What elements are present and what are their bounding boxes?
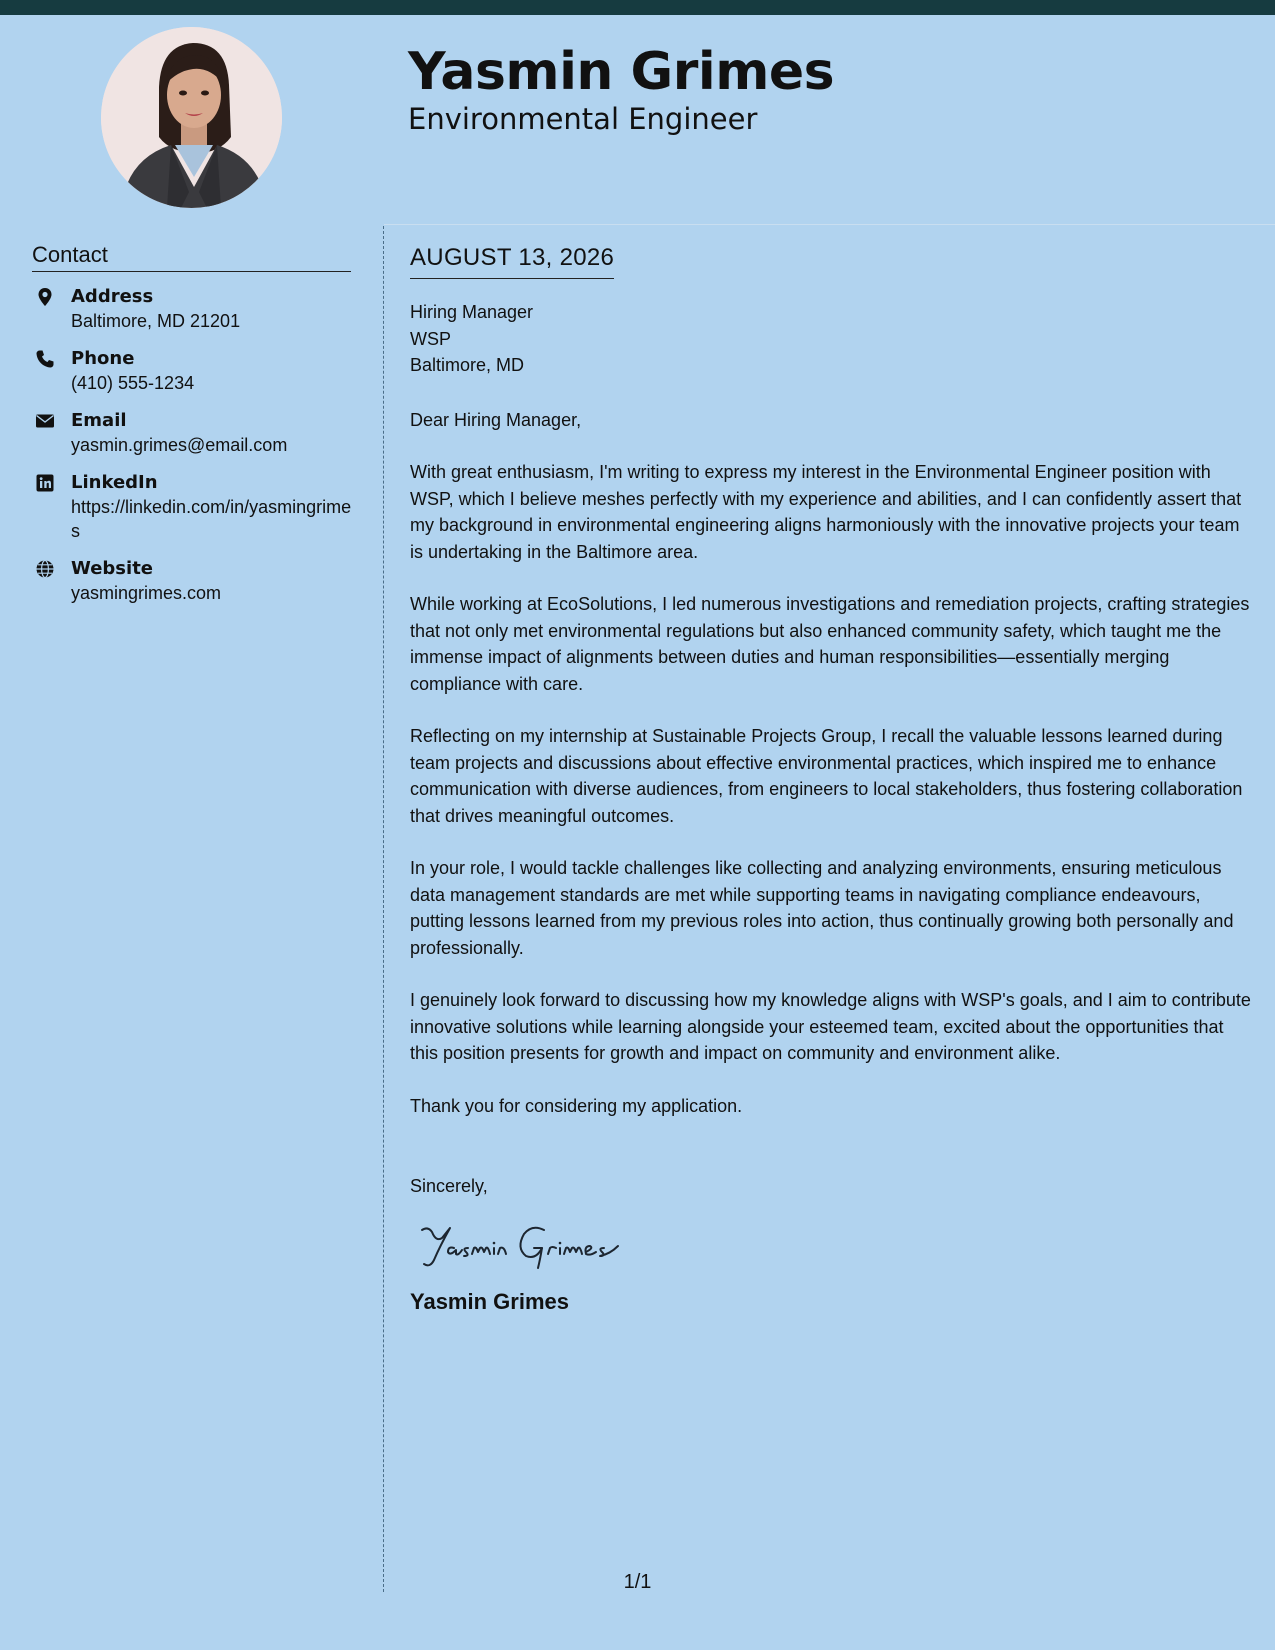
map-pin-icon bbox=[35, 287, 55, 307]
contact-label: LinkedIn bbox=[71, 472, 158, 493]
candidate-name: Yasmin Grimes bbox=[408, 42, 835, 102]
phone-icon bbox=[35, 349, 55, 369]
contact-label: Address bbox=[71, 286, 154, 307]
handwritten-signature bbox=[414, 1216, 1255, 1277]
letter-paragraph: With great enthusiasm, I'm writing to express my interest in the Environmental Engineer position with WSP, which I believe meshes perfectly with my experience and abilities, and I can confidently assert that my background in environmental engineering aligns harmoniously with the innovative projects your team is undertaking in the Baltimore area. bbox=[410, 462, 1242, 562]
letter-body bbox=[410, 244, 1255, 1315]
letter-paragraph: In your role, I would tackle challenges like collecting and analyzing environments, ensuring meticulous data management standards are met while supporting teams in navigating compliance endeavours, putting lessons learned from my previous roles into action, thus continually growing both personally and professionally. bbox=[410, 858, 1234, 958]
letter-paragraph: While working at EcoSolutions, I led numerous investigations and remediation projects, crafting strategies that not only met environmental regulations but also enhanced community safety, which taught me the immense impact of alignments between duties and human responsibilities—essentially merging compliance with care. bbox=[410, 594, 1250, 694]
top-bar bbox=[0, 0, 1275, 15]
recipient-line: Hiring Manager bbox=[410, 302, 534, 322]
job-title: Environmental Engineer bbox=[408, 102, 758, 136]
contact-website bbox=[32, 557, 352, 605]
contact-email bbox=[32, 409, 352, 457]
contact-label: Phone bbox=[71, 348, 135, 369]
letter-date: AUGUST 13, 2026 bbox=[410, 244, 614, 279]
contact-label: Website bbox=[71, 558, 154, 579]
contact-heading: Contact bbox=[32, 242, 351, 272]
contact-phone bbox=[32, 347, 352, 395]
header-divider bbox=[384, 224, 1275, 225]
envelope-icon bbox=[35, 411, 55, 431]
globe-icon bbox=[35, 559, 55, 579]
contact-value[interactable]: yasmingrimes.com bbox=[71, 583, 222, 603]
contact-list bbox=[32, 285, 352, 619]
column-divider bbox=[383, 226, 384, 1592]
letter-paragraph: I genuinely look forward to discussing how my knowledge aligns with WSP's goals, and I aim to contribute innovative solutions while learning alongside your esteemed team, excited about the opportunities that this position presents for growth and impact on community and environment alike. bbox=[410, 990, 1251, 1063]
signer-name: Yasmin Grimes bbox=[410, 1288, 569, 1314]
recipient-line: WSP bbox=[410, 328, 452, 349]
contact-value[interactable]: https://linkedin.com/in/yasmingrimes bbox=[71, 497, 352, 541]
contact-value: (410) 555-1234 bbox=[71, 373, 195, 393]
contact-value: Baltimore, MD 21201 bbox=[71, 311, 241, 331]
contact-value: yasmin.grimes@email.com bbox=[71, 435, 288, 455]
recipient-block bbox=[410, 299, 1255, 379]
page-number: 1/1 bbox=[623, 1571, 652, 1593]
closing: Sincerely, bbox=[410, 1176, 488, 1196]
contact-label: Email bbox=[71, 410, 127, 431]
profile-photo bbox=[101, 27, 282, 208]
contact-address bbox=[32, 285, 352, 333]
letter-paragraph: Reflecting on my internship at Sustainable Projects Group, I recall the valuable lessons learned during team projects and discussions about effective environmental practices, which inspired me to enhance communication with diverse audiences, from engineers to local stakeholders, thus fostering collaboration that drives meaningful outcomes. bbox=[410, 726, 1243, 826]
linkedin-icon bbox=[35, 473, 55, 493]
recipient-line: Baltimore, MD bbox=[410, 355, 525, 375]
letter-paragraph: Thank you for considering my application. bbox=[410, 1095, 743, 1116]
salutation: Dear Hiring Manager, bbox=[410, 409, 582, 430]
contact-linkedin bbox=[32, 471, 352, 543]
